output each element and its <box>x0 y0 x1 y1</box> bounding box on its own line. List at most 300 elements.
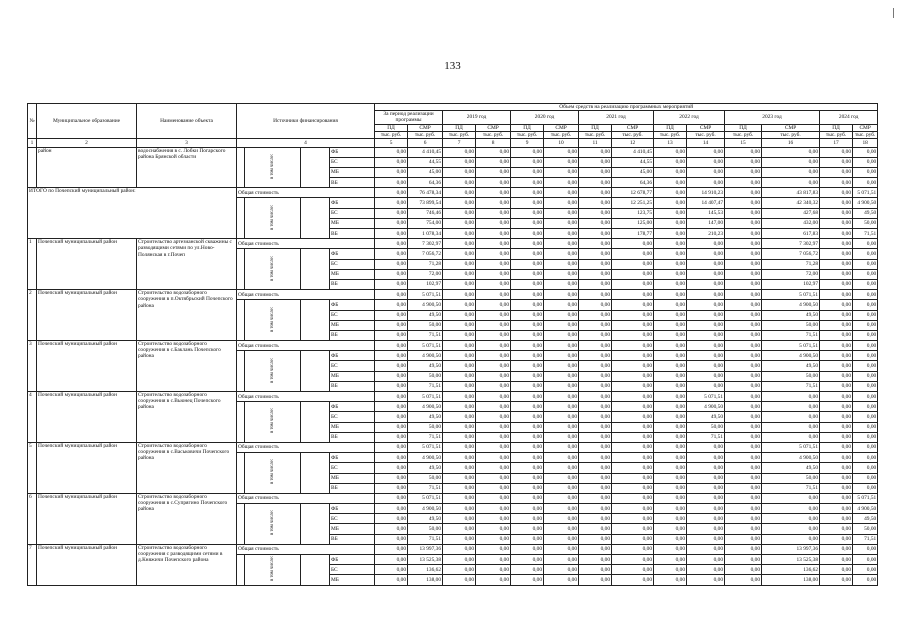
cell-value: 0,00 <box>579 463 612 473</box>
cell-value: 0,00 <box>762 157 820 167</box>
cell-value: 4 410,45 <box>408 147 443 157</box>
cell-value: 0,00 <box>853 249 878 259</box>
cell-value: 49,50 <box>408 463 443 473</box>
cell-value: 5 071,51 <box>762 290 820 300</box>
cell-value: 0,00 <box>511 259 544 269</box>
cell-value: 0,00 <box>375 555 408 565</box>
cell-value: 0,00 <box>820 218 853 228</box>
header-smr: СМР <box>476 124 511 131</box>
cell-value: 0,00 <box>544 534 579 544</box>
cell-value: 0,00 <box>544 524 579 534</box>
cell-value: 0,00 <box>511 147 544 157</box>
cell-value: 0,00 <box>511 371 544 381</box>
column-number: 5 <box>375 139 408 148</box>
cell-value: 0,00 <box>762 402 820 412</box>
cell-value: 0,00 <box>476 483 511 493</box>
cell-value: 0,00 <box>511 249 544 259</box>
cell-value: 0,00 <box>820 351 853 361</box>
object-name-cell: Строительство водозаборного сооружения в с.Супрягино Почепского района <box>137 493 237 544</box>
incl-label: в том числе: <box>269 357 275 383</box>
cell-value: 0,00 <box>725 208 762 218</box>
incl-label-cell <box>245 555 301 586</box>
column-number: 18 <box>853 139 878 148</box>
cell-value: 0,00 <box>476 320 511 330</box>
cell-value: 0,00 <box>687 453 725 463</box>
cell-value: 0,00 <box>443 412 476 422</box>
source-code: БС <box>330 310 375 320</box>
cell-value: 0,00 <box>687 504 725 514</box>
row-number: 5 <box>28 442 37 493</box>
table-body <box>28 139 878 586</box>
spacer-cell <box>301 351 330 392</box>
cell-value: 0,00 <box>443 290 476 300</box>
cell-value: 0,00 <box>687 178 725 188</box>
spacer-cell <box>301 504 330 545</box>
cell-value: 0,00 <box>544 259 579 269</box>
cell-value: 0,00 <box>476 259 511 269</box>
row-number: 4 <box>28 392 37 443</box>
cell-value: 0,00 <box>579 290 612 300</box>
source-code: БС <box>330 361 375 371</box>
cell-value: 0,00 <box>725 514 762 524</box>
cell-value: 73 899,54 <box>408 198 443 208</box>
cell-value: 0,00 <box>820 330 853 340</box>
cell-value: 50,00 <box>408 320 443 330</box>
cell-value: 0,00 <box>544 432 579 442</box>
cell-value: 0,00 <box>612 504 654 514</box>
cell-value: 746,46 <box>408 208 443 218</box>
cell-value: 0,00 <box>725 504 762 514</box>
cell-value: 0,00 <box>375 432 408 442</box>
cell-value: 0,00 <box>820 504 853 514</box>
object-name-cell: водоснабжения в с. Лобки Погарского района Брянской области <box>137 147 237 188</box>
cell-value: 0,00 <box>579 279 612 289</box>
cell-value: 0,00 <box>820 463 853 473</box>
cell-value: 42 340,32 <box>762 198 820 208</box>
cell-value: 0,00 <box>443 524 476 534</box>
cell-value: 0,00 <box>511 483 544 493</box>
cell-value: 0,00 <box>544 229 579 239</box>
cell-value: 50,00 <box>762 320 820 330</box>
column-number: 15 <box>725 139 762 148</box>
cell-value: 0,00 <box>476 575 511 585</box>
incl-label-cell <box>245 249 301 290</box>
cell-value: 0,00 <box>687 269 725 279</box>
total-label: Общая стоимость <box>237 290 375 300</box>
cell-value: 0,00 <box>544 544 579 554</box>
incl-label: в том числе: <box>269 204 275 230</box>
cell-value: 0,00 <box>725 432 762 442</box>
cell-value: 0,00 <box>687 157 725 167</box>
cell-value: 1 078,34 <box>408 229 443 239</box>
cell-value: 0,00 <box>511 453 544 463</box>
cell-value: 0,00 <box>853 269 878 279</box>
cell-value: 0,00 <box>544 371 579 381</box>
cell-value: 138,00 <box>408 575 443 585</box>
total-label: Общая стоимость <box>237 493 375 503</box>
cell-value: 0,00 <box>579 524 612 534</box>
cell-value: 0,00 <box>443 188 476 198</box>
source-code: МБ <box>330 371 375 381</box>
spacer-cell <box>237 198 245 239</box>
cell-value: 0,00 <box>476 310 511 320</box>
total-row <box>28 544 878 554</box>
cell-value: 0,00 <box>654 188 687 198</box>
cell-value: 0,00 <box>612 351 654 361</box>
cell-value: 0,00 <box>579 269 612 279</box>
header-smr: СМР <box>408 124 443 131</box>
source-code: ВБ <box>330 432 375 442</box>
cell-value: 0,00 <box>612 473 654 483</box>
cell-value: 0,00 <box>443 249 476 259</box>
cell-value: 0,00 <box>853 565 878 575</box>
cell-value: 50,00 <box>408 371 443 381</box>
cell-value: 0,00 <box>579 473 612 483</box>
source-code: МБ <box>330 473 375 483</box>
cell-value: 0,00 <box>820 167 853 177</box>
cell-value: 0,00 <box>544 320 579 330</box>
header-period: 2021 год <box>579 111 654 124</box>
cell-value: 0,00 <box>476 412 511 422</box>
cell-value: 49,50 <box>408 412 443 422</box>
total-row <box>28 493 878 503</box>
cell-value: 0,00 <box>544 381 579 391</box>
cell-value: 0,00 <box>725 534 762 544</box>
cell-value: 0,00 <box>762 432 820 442</box>
incl-label: в том числе: <box>269 459 275 485</box>
cell-value: 0,00 <box>654 504 687 514</box>
cell-value: 0,00 <box>820 300 853 310</box>
cell-value: 0,00 <box>375 483 408 493</box>
cell-value: 0,00 <box>443 381 476 391</box>
cell-value: 0,00 <box>443 269 476 279</box>
cell-value: 0,00 <box>511 310 544 320</box>
cell-value: 0,00 <box>853 392 878 402</box>
cell-value: 71,28 <box>762 259 820 269</box>
cell-value: 0,00 <box>511 229 544 239</box>
cell-value: 0,00 <box>579 310 612 320</box>
cell-value: 0,00 <box>687 300 725 310</box>
cell-value: 0,00 <box>725 178 762 188</box>
header-unit: тыс. руб. <box>544 131 579 138</box>
object-name-cell: Строительство водозаборного сооружения с разводящими сетями в д.Княжичи Почепского района <box>137 544 237 585</box>
cell-value: 0,00 <box>687 463 725 473</box>
source-code: ФБ <box>330 555 375 565</box>
cell-value: 0,00 <box>476 300 511 310</box>
cell-value: 0,00 <box>654 381 687 391</box>
source-code: ФБ <box>330 249 375 259</box>
cell-value: 0,00 <box>762 392 820 402</box>
cell-value: 43 817,83 <box>762 188 820 198</box>
cell-value: 0,00 <box>762 147 820 157</box>
cell-value: 0,00 <box>375 565 408 575</box>
cell-value: 0,00 <box>654 565 687 575</box>
cell-value: 0,00 <box>725 320 762 330</box>
cell-value: 0,00 <box>544 412 579 422</box>
source-code: ВБ <box>330 330 375 340</box>
cell-value: 0,00 <box>853 402 878 412</box>
cell-value: 0,00 <box>443 402 476 412</box>
cell-value: 49,50 <box>408 361 443 371</box>
cell-value: 0,00 <box>511 341 544 351</box>
cell-value: 0,00 <box>725 239 762 249</box>
cell-value: 427,68 <box>762 208 820 218</box>
cell-value: 0,00 <box>687 361 725 371</box>
cell-value: 0,00 <box>579 555 612 565</box>
cell-value: 0,00 <box>375 239 408 249</box>
spacer-cell <box>237 351 245 392</box>
header-pd: ПД <box>375 124 408 131</box>
cell-value: 49,50 <box>762 310 820 320</box>
cell-value: 71,51 <box>408 330 443 340</box>
cell-value: 0,00 <box>853 432 878 442</box>
cell-value: 0,00 <box>476 147 511 157</box>
cell-value: 0,00 <box>654 442 687 452</box>
source-row <box>28 147 878 157</box>
cell-value: 76 478,34 <box>408 188 443 198</box>
header-period: 2024 год <box>820 111 878 124</box>
cell-value: 0,00 <box>820 198 853 208</box>
cell-value: 0,00 <box>511 575 544 585</box>
cell-value: 0,00 <box>820 279 853 289</box>
cell-value: 0,00 <box>820 239 853 249</box>
cell-value: 0,00 <box>579 371 612 381</box>
cell-value: 0,00 <box>476 188 511 198</box>
source-code: МБ <box>330 422 375 432</box>
total-label: Общая стоимость <box>237 239 375 249</box>
cell-value: 0,00 <box>579 351 612 361</box>
cell-value: 0,00 <box>375 249 408 259</box>
cell-value: 0,00 <box>544 330 579 340</box>
cell-value: 0,00 <box>511 157 544 167</box>
source-code: МБ <box>330 167 375 177</box>
cell-value: 0,00 <box>544 208 579 218</box>
source-code: ВБ <box>330 381 375 391</box>
cell-value: 0,00 <box>820 361 853 371</box>
column-number: 9 <box>511 139 544 148</box>
cell-value: 44,55 <box>612 157 654 167</box>
cell-value: 0,00 <box>511 178 544 188</box>
cell-value: 0,00 <box>654 371 687 381</box>
cell-value: 0,00 <box>544 178 579 188</box>
cell-value: 0,00 <box>375 259 408 269</box>
cell-value: 0,00 <box>820 229 853 239</box>
cell-value: 0,00 <box>612 493 654 503</box>
row-number: 2 <box>28 290 37 341</box>
cell-value: 0,00 <box>476 534 511 544</box>
cell-value: 0,00 <box>612 575 654 585</box>
page-number: 133 <box>444 60 461 72</box>
cell-value: 0,00 <box>443 198 476 208</box>
cell-value: 0,00 <box>579 361 612 371</box>
cell-value: 0,00 <box>476 565 511 575</box>
cell-value: 0,00 <box>820 453 853 463</box>
incl-label: в том числе: <box>269 306 275 332</box>
cell-value: 0,00 <box>579 422 612 432</box>
cell-value: 0,00 <box>511 290 544 300</box>
cell-value: 7 302,97 <box>408 239 443 249</box>
cell-value: 0,00 <box>375 524 408 534</box>
header-volume: Объем средств на реализацию программных мероприятий <box>375 104 878 111</box>
cell-value: 0,00 <box>511 565 544 575</box>
incl-label-cell <box>245 351 301 392</box>
cell-value: 0,00 <box>544 300 579 310</box>
cell-value: 44,55 <box>408 157 443 167</box>
object-name-cell: Строительство водозаборного сооружения в с.Васьковичи Почепского района <box>137 442 237 493</box>
source-code: МБ <box>330 269 375 279</box>
cell-value: 0,00 <box>544 157 579 167</box>
cell-value: 0,00 <box>654 259 687 269</box>
cell-value: 0,00 <box>654 239 687 249</box>
cell-value: 0,00 <box>375 341 408 351</box>
spacer-cell <box>237 249 245 290</box>
cell-value: 0,00 <box>476 239 511 249</box>
cell-value: 0,00 <box>375 198 408 208</box>
cell-value: 0,00 <box>544 565 579 575</box>
cell-value: 71,51 <box>408 432 443 442</box>
spacer-cell <box>301 147 330 188</box>
cell-value: 0,00 <box>820 555 853 565</box>
cell-value: 0,00 <box>511 218 544 228</box>
source-code: БС <box>330 514 375 524</box>
cell-value: 0,00 <box>687 524 725 534</box>
cell-value: 0,00 <box>443 544 476 554</box>
cell-value: 4 900,50 <box>762 453 820 463</box>
source-code: МБ <box>330 575 375 585</box>
cell-value: 0,00 <box>476 279 511 289</box>
municipality-cell: Почепский муниципальный район <box>37 493 137 544</box>
cell-value: 0,00 <box>687 381 725 391</box>
cell-value: 0,00 <box>612 483 654 493</box>
header-period: 2022 год <box>654 111 725 124</box>
cell-value: 125,00 <box>612 218 654 228</box>
cell-value: 0,00 <box>544 514 579 524</box>
header-smr: СМР <box>687 124 725 131</box>
cell-value: 0,00 <box>443 341 476 351</box>
cell-value: 13 525,38 <box>408 555 443 565</box>
cell-value: 0,00 <box>443 504 476 514</box>
cell-value: 0,00 <box>544 341 579 351</box>
cell-value: 0,00 <box>853 381 878 391</box>
spacer-cell <box>237 147 245 188</box>
cell-value: 0,00 <box>476 504 511 514</box>
cell-value: 0,00 <box>725 575 762 585</box>
cell-value: 0,00 <box>654 157 687 167</box>
cell-value: 0,00 <box>820 524 853 534</box>
cell-value: 0,00 <box>579 493 612 503</box>
spacer-cell <box>301 555 330 586</box>
cell-value: 0,00 <box>725 279 762 289</box>
cell-value: 0,00 <box>476 351 511 361</box>
cell-value: 0,00 <box>443 392 476 402</box>
cell-value: 0,00 <box>612 290 654 300</box>
cell-value: 0,00 <box>654 422 687 432</box>
cell-value: 0,00 <box>443 279 476 289</box>
cell-value: 0,00 <box>476 544 511 554</box>
cell-value: 0,00 <box>762 524 820 534</box>
incl-label-cell <box>245 300 301 341</box>
cell-value: 0,00 <box>544 351 579 361</box>
cell-value: 50,00 <box>408 524 443 534</box>
cell-value: 0,00 <box>375 310 408 320</box>
cell-value: 617,83 <box>762 229 820 239</box>
object-name-cell: Строительство водозаборного сооружения в п.Октябрьский Почепского района <box>137 290 237 341</box>
object-name-cell: Строительство водозаборного сооружения в с.Вьюнец Почепского района <box>137 392 237 443</box>
cell-value: 0,00 <box>687 279 725 289</box>
cell-value: 0,00 <box>443 463 476 473</box>
cell-value: 0,00 <box>725 483 762 493</box>
cell-value: 0,00 <box>375 504 408 514</box>
header-object: Наименование объекта <box>137 104 237 139</box>
cell-value: 7 056,72 <box>762 249 820 259</box>
cell-value: 0,00 <box>612 341 654 351</box>
cell-value: 0,00 <box>544 239 579 249</box>
cell-value: 0,00 <box>375 463 408 473</box>
spacer-cell <box>301 300 330 341</box>
cell-value: 0,00 <box>612 432 654 442</box>
total-row <box>28 239 878 249</box>
cell-value: 0,00 <box>476 157 511 167</box>
municipality-cell: Почепский муниципальный район <box>37 544 137 585</box>
cell-value: 0,00 <box>654 555 687 565</box>
cell-value: 0,00 <box>511 442 544 452</box>
cell-value: 0,00 <box>544 402 579 412</box>
cell-value: 0,00 <box>687 473 725 483</box>
cell-value: 0,00 <box>443 453 476 463</box>
cell-value: 0,00 <box>443 259 476 269</box>
cell-value: 0,00 <box>511 524 544 534</box>
cell-value: 0,00 <box>853 371 878 381</box>
cell-value: 0,00 <box>687 320 725 330</box>
incl-label-cell <box>245 198 301 239</box>
cell-value: 0,00 <box>687 493 725 503</box>
source-code: БС <box>330 259 375 269</box>
cell-value: 71,51 <box>853 229 878 239</box>
total-label: Общая стоимость <box>237 392 375 402</box>
cell-value: 0,00 <box>375 147 408 157</box>
cell-value: 0,00 <box>654 290 687 300</box>
cell-value: 0,00 <box>612 422 654 432</box>
cell-value: 0,00 <box>853 341 878 351</box>
cell-value: 45,00 <box>408 167 443 177</box>
source-code: ФБ <box>330 300 375 310</box>
cell-value: 0,00 <box>612 249 654 259</box>
cell-value: 71,51 <box>408 534 443 544</box>
cell-value: 0,00 <box>820 422 853 432</box>
cell-value: 0,00 <box>612 300 654 310</box>
cell-value: 0,00 <box>375 381 408 391</box>
cell-value: 0,00 <box>375 544 408 554</box>
cell-value: 0,00 <box>579 198 612 208</box>
cell-value: 0,00 <box>511 422 544 432</box>
cell-value: 0,00 <box>687 167 725 177</box>
cell-value: 0,00 <box>375 178 408 188</box>
cell-value: 0,00 <box>511 473 544 483</box>
cell-value: 0,00 <box>820 514 853 524</box>
cell-value: 0,00 <box>820 249 853 259</box>
cell-value: 0,00 <box>687 442 725 452</box>
cell-value: 0,00 <box>820 575 853 585</box>
cell-value: 0,00 <box>579 432 612 442</box>
cell-value: 0,00 <box>579 320 612 330</box>
cell-value: 49,50 <box>853 208 878 218</box>
incl-label: в том числе: <box>269 153 275 179</box>
header-pd: ПД <box>725 124 762 131</box>
cell-value: 0,00 <box>820 157 853 167</box>
municipality-cell: Почепский муниципальный район <box>37 341 137 392</box>
cell-value: 0,00 <box>579 208 612 218</box>
cell-value: 0,00 <box>476 178 511 188</box>
